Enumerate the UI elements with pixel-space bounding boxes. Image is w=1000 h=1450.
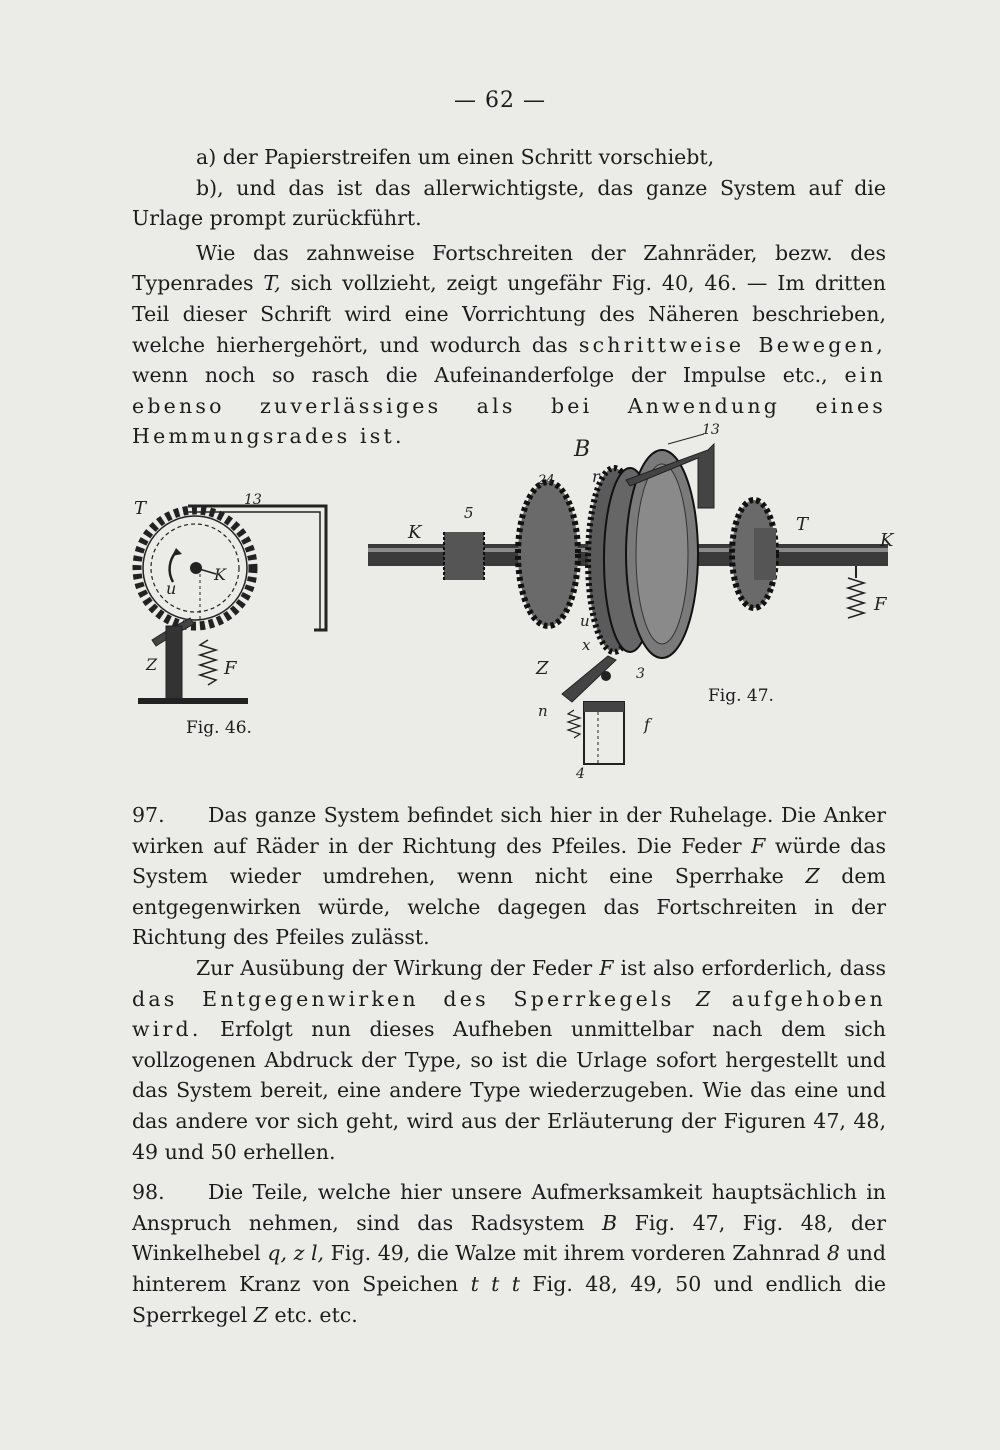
- fig47-label-B: B: [574, 437, 591, 462]
- text-run: ist also erforderlich, dass: [613, 955, 887, 980]
- section-number: 98.: [132, 1180, 165, 1205]
- fig46-caption: Fig. 46.: [186, 718, 252, 738]
- text-block-top: [132, 142, 886, 452]
- fig47-label-u: u: [580, 612, 590, 630]
- fig47-label-K-left: K: [408, 522, 422, 543]
- fig46-label-K: K: [214, 565, 226, 584]
- page-number: — 62 —: [454, 88, 546, 113]
- fig47-label-T: T: [796, 514, 809, 535]
- text-run: würde das System wieder umdrehen, wenn nicht eine Sperrhake: [132, 833, 886, 889]
- italic-Z: Z: [695, 986, 711, 1011]
- text-run: Fig. 49, die Walze mit ihrem vorderen Zahnrad: [324, 1241, 827, 1266]
- section-97: [132, 800, 886, 953]
- text-run: Wie das zahnweise Fortschreiten der Zahnräder, bezw. des Typenrades: [132, 240, 886, 296]
- italic-B: B: [601, 1210, 618, 1235]
- list-item-b: b), und das ist das allerwichtigste, das ganze System auf die Urlage prompt zurückführt.: [132, 175, 886, 231]
- italic-T: T,: [263, 271, 281, 296]
- text-run: Erfolgt nun dieses Aufheben unmittelbar nach dem sich vollzogenen Abdruck der Type, so ist die Urlage sofort hergestellt und das System bereit, eine andere Type wiederzugeben. Wie das eine und das andere vor sich geht, wird aus der Erläuterung der Figuren 47, 48, 49 und 50 erhellen.: [132, 1017, 886, 1164]
- text-run: Fig. 48, 49, 50 und endlich die Sperrkegel: [132, 1271, 887, 1327]
- spaced-emphasis: schrittweise Bewegen,: [578, 332, 886, 357]
- fig47-label-13: 13: [702, 422, 720, 438]
- italic-ttt: t t t: [470, 1271, 521, 1296]
- fig46-label-u: u: [166, 579, 177, 598]
- text-run: wenn noch so rasch die Aufeinanderfolge der Impulse etc.,: [132, 363, 845, 388]
- fig47-label-x: x: [582, 636, 591, 654]
- text-run: Fig. 47, Fig. 48, der Winkelhebel: [132, 1210, 886, 1266]
- fig46-label-Z: Z: [146, 655, 158, 674]
- fig46-label-T: T: [134, 498, 147, 519]
- fig47-label-K-right: K: [880, 530, 894, 551]
- fig47-label-Z: Z: [536, 658, 549, 679]
- text-run: sich vollzieht, zeigt ungefähr Fig. 40, 46. — Im dritten Teil dieser Schrift wird eine Vorrichtung des Näheren beschrieben, welche hierhergehört, und wodurch das: [132, 271, 886, 357]
- figure-46: [128, 490, 338, 710]
- fig46-label-F: F: [224, 658, 237, 679]
- fig47-label-5: 5: [464, 504, 474, 522]
- fig47-label-3: 3: [636, 666, 645, 682]
- spaced-emphasis: aufgehoben wird.: [132, 986, 886, 1042]
- section-98: [132, 1177, 886, 1330]
- text-run: dem entgegenwirken würde, welche dagegen das Fortschreiten in der Richtung des Pfeiles zulässt.: [132, 864, 886, 950]
- text-run: Das ganze System befindet sich hier in der Ruhelage. Die Anker wirken auf Räder in der Richtung des Pfeiles. Die Feder: [132, 803, 886, 858]
- spaced-emphasis: ein ebenso zuverlässiges als bei Anwendung eines Hemmungsrades ist.: [132, 363, 886, 449]
- italic-qzl: q, z l,: [267, 1241, 325, 1266]
- italic-8: 8: [826, 1241, 840, 1266]
- list-item-a: a) der Papierstreifen um einen Schritt vorschiebt,: [196, 145, 715, 169]
- paragraph-feder: [132, 953, 886, 1167]
- fig47-label-r: r: [592, 467, 600, 486]
- section-number: 97.: [132, 803, 165, 827]
- text-run: Die Teile, welche hier unsere Aufmerksamkeit hauptsächlich in Anspruch nehmen, sind das Radsystem: [132, 1180, 886, 1235]
- text-run: Zur Ausübung der Wirkung der Feder: [196, 955, 600, 980]
- italic-F: F: [599, 955, 614, 980]
- fig47-label-n: n: [538, 702, 548, 720]
- fig47-label-F: F: [874, 594, 887, 615]
- fig46-label-13: 13: [244, 492, 262, 508]
- text-block-bottom: [132, 800, 886, 1330]
- fig47-label-4: 4: [576, 766, 585, 782]
- text-run: und hinterem Kranz von Speichen: [132, 1241, 886, 1296]
- fig47-label-f: f: [644, 715, 650, 734]
- spaced-emphasis: das Entgegenwirken des Sperrkegels: [132, 986, 675, 1011]
- italic-F: F: [751, 833, 766, 858]
- text-run: etc. etc.: [268, 1302, 358, 1327]
- italic-Z: Z: [805, 864, 820, 889]
- figure-47: [368, 420, 908, 785]
- fig47-label-24: 24: [538, 473, 555, 488]
- italic-Z: Z: [253, 1302, 269, 1327]
- fig47-caption: Fig. 47.: [708, 686, 774, 706]
